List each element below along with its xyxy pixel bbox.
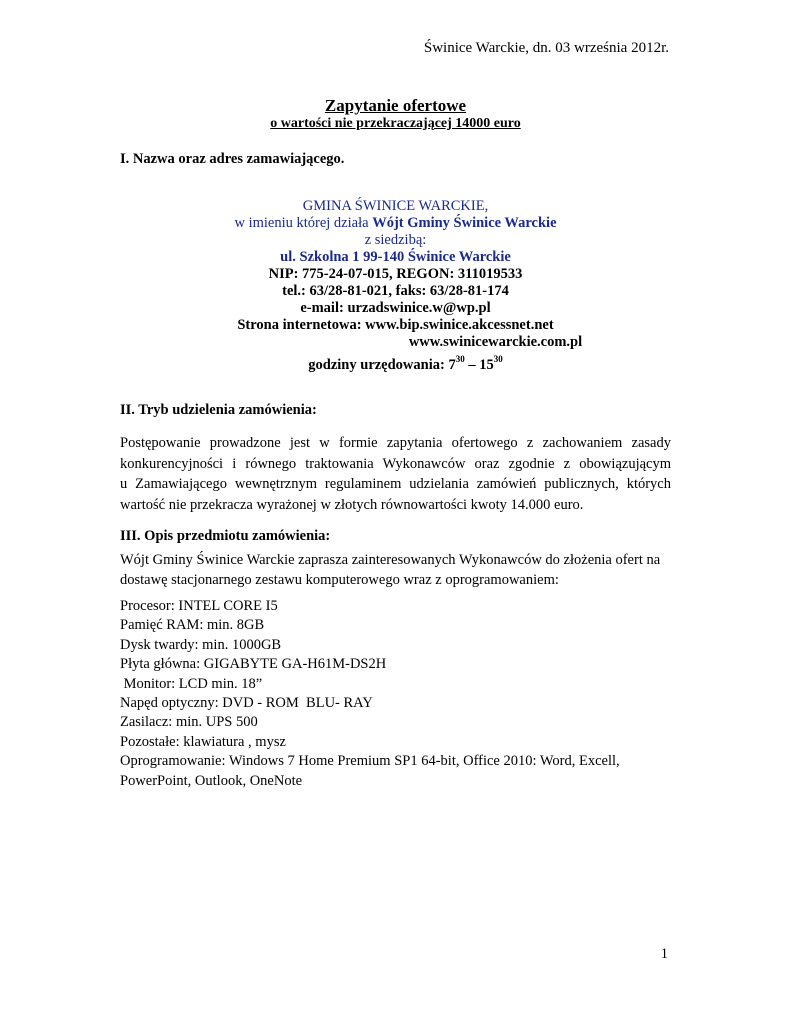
specification-list xyxy=(120,597,680,791)
spec-item-other: Pozostałe: klawiatura , mysz xyxy=(120,733,286,750)
section-1-heading: I. Nazwa oraz adres zamawiającego. xyxy=(120,151,345,167)
hours-start-minutes: 30 xyxy=(455,354,465,364)
address: ul. Szkolna 1 99-140 Świnice Warckie xyxy=(280,249,511,265)
website-secondary: www.swinicewarckie.com.pl xyxy=(408,334,583,350)
page-number: 1 xyxy=(660,946,668,962)
acting-line xyxy=(0,215,791,232)
office-hours xyxy=(0,351,791,374)
spec-item-hard-drive: Dysk twardy: min. 1000GB xyxy=(120,636,282,653)
spec-item-power-supply: Zasilacz: min. UPS 500 xyxy=(120,714,258,731)
hours-label: godziny urzędowania: 7 xyxy=(308,357,456,373)
email: e-mail: urzadswinice.w@wp.pl xyxy=(300,300,491,316)
seat-label: z siedzibą: xyxy=(364,232,427,248)
section-3-heading: III. Opis przedmiotu zamówienia: xyxy=(120,528,331,544)
acting-name: Wójt Gminy Świnice Warckie xyxy=(372,215,557,231)
paragraph-line: wartość nie przekracza wyrażonej w złotych równowartości kwoty 14.000 euro. xyxy=(120,496,584,513)
hours-dash: – 15 xyxy=(464,357,494,373)
section-2-heading: II. Tryb udzielenia zamówienia: xyxy=(120,402,317,418)
org-name: GMINA ŚWINICE WARCKIE, xyxy=(302,198,489,214)
spec-item-monitor: Monitor: LCD min. 18” xyxy=(120,675,263,692)
acting-prefix: w imieniu której działa xyxy=(234,215,373,231)
phone-fax: tel.: 63/28-81-021, faks: 63/28-81-174 xyxy=(282,283,509,299)
spec-item-ram: Pamięć RAM: min. 8GB xyxy=(120,617,265,634)
intro-line: dostawę stacjonarnego zestawu komputerowego wraz z oprogramowaniem: xyxy=(120,571,559,588)
spec-item-optical-drive: Napęd optyczny: DVD - ROM BLU- RAY xyxy=(120,695,373,712)
paragraph-line: Postępowanie prowadzone jest w formie zapytania ofertowego z zachowaniem zasady xyxy=(120,435,671,451)
spec-item-motherboard: Płyta główna: GIGABYTE GA-H61M-DS2H xyxy=(120,656,387,673)
section-3-intro xyxy=(120,551,680,590)
paragraph-line: konkurencyjności i równego traktowania Wykonawców oraz zgodnie z obowiązującym xyxy=(120,455,671,472)
document-subtitle: o wartości nie przekraczającej 14000 euro xyxy=(270,116,521,131)
nip-regon: NIP: 775-24-07-015, REGON: 311019533 xyxy=(268,266,523,282)
spec-item-software: Oprogramowanie: Windows 7 Home Premium SP1 64-bit, Office 2010: Word, Excell, xyxy=(120,753,620,770)
website-primary: Strona internetowa: www.bip.swinice.akcessnet.net xyxy=(237,317,554,333)
section-2-paragraph xyxy=(120,433,671,515)
place-and-date: Świnice Warckie, dn. 03 września 2012r. xyxy=(423,40,669,56)
intro-line: Wójt Gminy Świnice Warckie zaprasza zainteresowanych Wykonawców do złożenia ofert na xyxy=(120,552,661,568)
spec-item-processor: Procesor: INTEL CORE I5 xyxy=(120,598,278,614)
document-title: Zapytanie ofertowe xyxy=(324,96,467,115)
paragraph-line: u Zamawiającego wewnętrznym regulaminem udzielania zamówień publicznych, których xyxy=(120,476,671,492)
contracting-authority-block xyxy=(0,198,791,374)
spec-item-software-cont: PowerPoint, Outlook, OneNote xyxy=(120,772,303,789)
hours-end-minutes: 30 xyxy=(493,354,503,364)
